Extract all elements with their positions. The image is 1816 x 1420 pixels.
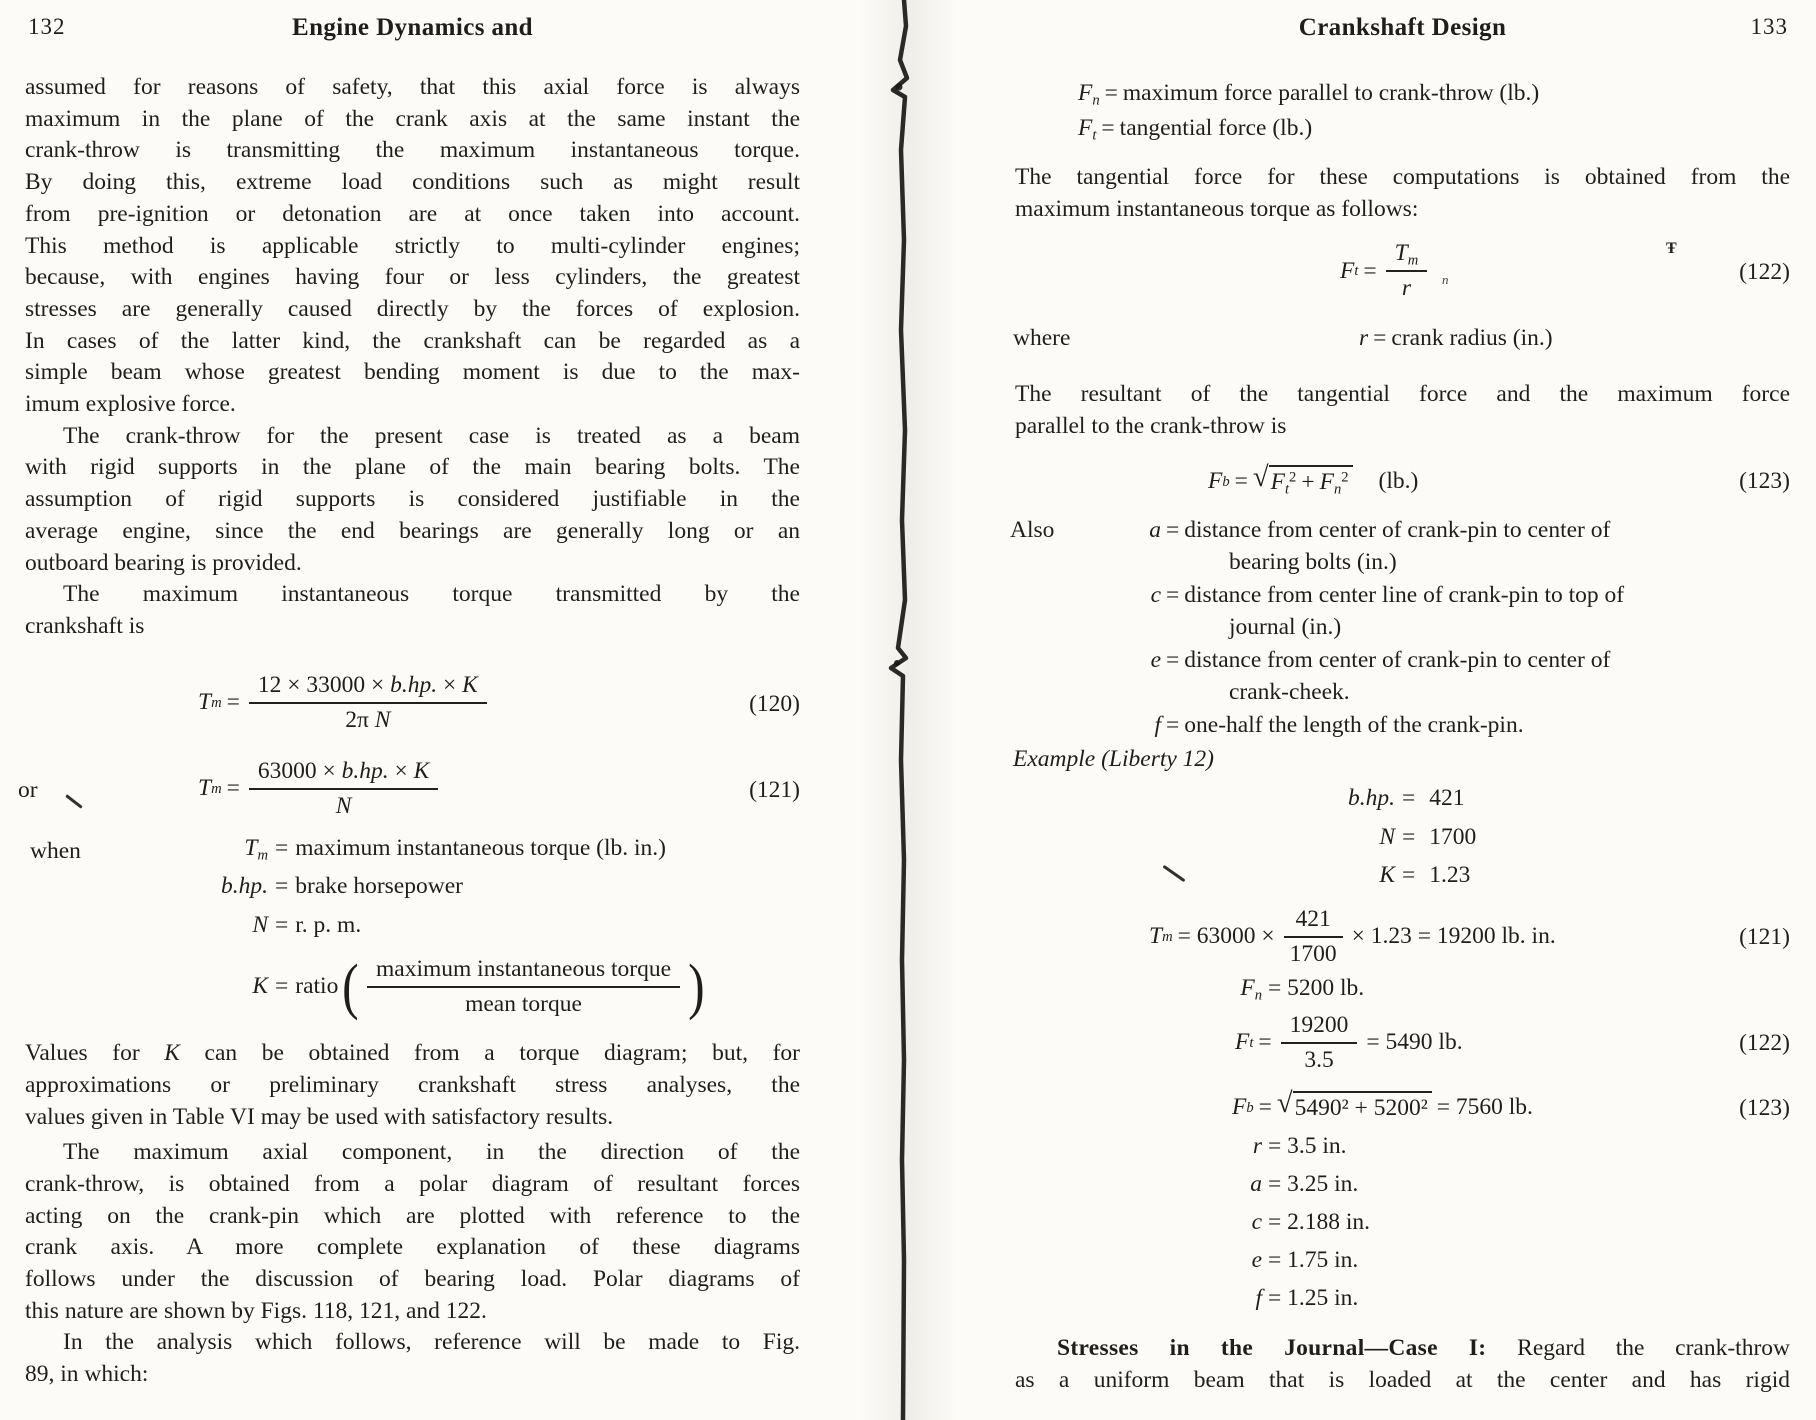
text-line: follows under the discussion of bearing load. Polar diagrams of <box>25 1266 800 1293</box>
text-line: The maximum axial component, in the direction of the <box>63 1139 800 1166</box>
definition-row: f = one-half the length of the crank-pin. <box>1154 711 1524 738</box>
text-line: simple beam whose greatest bending moment is due to the max- <box>25 359 800 386</box>
paragraph <box>1015 162 1790 225</box>
value-row: a = 3.25 in. <box>1250 1170 1359 1197</box>
equals-sign: = <box>1166 646 1180 673</box>
definition-row: b.hp. = brake horsepower <box>25 871 800 910</box>
equation-number: (121) <box>749 776 800 803</box>
equals-sign: = <box>1402 785 1416 812</box>
text-line: The resultant of the tangential force and the maximum force <box>1015 381 1790 408</box>
paragraph <box>25 421 800 580</box>
definition-row: $T_m$ = maximum instantaneous torque (lb. in.) <box>244 834 666 864</box>
var: K <box>164 1040 180 1067</box>
text-line: as a uniform beam that is loaded at the center and has rigid <box>1015 1366 1790 1393</box>
text-line: crank axis. A more complete explanation of these diagrams <box>25 1234 800 1261</box>
example-equation-121: T m = 63000 × $\frac{421}{1700}$ × 1.23 = 19200 lb. in. (121) <box>1015 903 1790 973</box>
section-heading: Stresses in the Journal—Case I: <box>1057 1334 1487 1361</box>
definition-continuation: crank-cheek. <box>1229 679 1350 706</box>
definition-row: c = distance from center line of crank-pin to top of <box>1150 581 1625 608</box>
equation-123: F b = √ $F_t^2 + F_n^2$ (lb.) (123) <box>1208 460 1790 498</box>
definition-row-k: K = ratio ( $\frac{\text{maximum instantaneous torque}}{\text{mean torque}}$ ) <box>252 953 705 1022</box>
equation-number: (121) <box>1739 923 1790 950</box>
equals-sign: = <box>275 911 289 938</box>
where-row: where r = crank radius (in.) <box>1015 323 1790 355</box>
equals-sign: = <box>1258 1028 1272 1055</box>
radical-sign: √ <box>1252 460 1269 493</box>
value-row: e = 1.75 in. <box>1251 1246 1359 1273</box>
definition-text: maximum instantaneous torque (lb. in.) <box>295 834 666 861</box>
text-line: maximum in the plane of the crank axis at the same instant the <box>25 105 800 132</box>
page-number: 132 <box>28 14 66 39</box>
equation-121: or T m = $\frac{63000 \times b.hp. \times K}{N}$ (121) <box>25 755 800 827</box>
text-line: Values for K can be obtained from a torque diagram; but, for <box>25 1040 800 1067</box>
equals-sign: = <box>1166 516 1180 543</box>
text-line: This method is applicable strictly to multi-cylinder engines; <box>25 232 800 259</box>
text-line: In cases of the latter kind, the crankshaft can be regarded as a <box>25 327 800 354</box>
text-line: stresses are generally caused directly by the forces of explosion. <box>25 295 800 322</box>
text-line: from pre-ignition or detonation are at once taken into account. <box>25 200 800 227</box>
definition-continuation: bearing bolts (in.) <box>1229 549 1397 576</box>
definition-text: tangential force (lb.) <box>1119 115 1313 141</box>
definition-text: crank radius (in.) <box>1391 325 1553 352</box>
radical-sign: √ <box>1276 1086 1293 1119</box>
equals-sign: = <box>1234 467 1248 494</box>
text-line: assumed for reasons of safety, that this axial force is always <box>25 74 800 100</box>
when-label: when <box>30 837 81 864</box>
paragraph <box>25 1137 800 1327</box>
equals-sign: = <box>1166 581 1180 608</box>
text-column-left <box>18 0 800 1391</box>
page-number: 133 <box>1750 14 1788 39</box>
paragraph <box>25 1070 800 1133</box>
equation-number: (122) <box>1739 1029 1790 1056</box>
text-line: approximations or preliminary crankshaft stress analyses, the <box>25 1071 800 1098</box>
definitions-block <box>25 833 800 1025</box>
text-line: because, with engines having four or less cylinders, the greatest <box>25 264 800 291</box>
definition-row: $F_n$ = maximum force parallel to crank-throw (lb.) <box>1078 80 1540 109</box>
radical: √ 5490² + 5200² <box>1277 1091 1432 1125</box>
text-line: The tangential force for these computations is obtained from the <box>1015 164 1790 190</box>
definition-text: r. p. m. <box>295 911 362 938</box>
result-values <box>1015 1131 1790 1321</box>
equation-120: T m = $\frac{12 \times 33000 \times b.hp. \times K}{\text{2π N}}$ (120) <box>25 669 800 741</box>
equation-122: F t = $\frac{T_m}{r}$ (122) <box>1015 237 1790 309</box>
text-line: crankshaft is <box>25 612 145 639</box>
equals-sign: = <box>275 973 289 1000</box>
text-line: maximum instantaneous torque as follows: <box>1015 195 1419 222</box>
text-line: imum explosive force. <box>25 391 236 418</box>
definition-text: maximum force parallel to crank-throw (lb.) <box>1122 80 1540 106</box>
example-heading: Example (Liberty 12) <box>1013 746 1215 773</box>
also-label: Also <box>1010 516 1055 543</box>
text-line: with rigid supports in the plane of the main bearing bolts. The <box>25 454 800 481</box>
definition-row: a = distance from center of crank-pin to center of <box>1149 516 1611 543</box>
value-row: K = 1.23 <box>1015 860 1790 899</box>
equals-sign: = <box>1373 325 1387 352</box>
text-line: crank-throw, is obtained from a polar diagram of resultant forces <box>25 1170 800 1197</box>
fraction: $\frac{T_m}{r}$ <box>1386 237 1428 305</box>
text-line: acting on the crank-pin which are plotted with reference to the <box>25 1202 800 1229</box>
equals-sign: = <box>1101 115 1115 141</box>
example-values <box>1015 783 1790 899</box>
or-label: or <box>18 776 38 803</box>
where-label: where <box>1013 325 1071 352</box>
unit-label: (lb.) <box>1378 467 1419 494</box>
definition-row: e = distance from center of crank-pin to center of <box>1150 646 1611 673</box>
text-column-right <box>1010 0 1790 1396</box>
equation-number: (120) <box>749 690 800 717</box>
equals-sign: = <box>1166 711 1180 738</box>
equation-number: (123) <box>1739 467 1790 494</box>
paragraph <box>25 579 800 642</box>
text-line: The crank-throw for the present case is treated as a beam <box>63 422 800 449</box>
paragraph <box>1015 1333 1790 1396</box>
running-title: Engine Dynamics and <box>292 14 533 41</box>
text-line: The maximum instantaneous torque transmitted by the <box>63 581 800 608</box>
also-definitions <box>1010 515 1790 743</box>
value-row: f = 1.25 in. <box>1255 1284 1359 1311</box>
fraction: $\frac{\text{maximum instantaneous torque}}{\text{mean torque}}$ <box>367 953 680 1021</box>
paragraph <box>25 1327 800 1390</box>
example-equation-122: F t = $\frac{19200}{3.5}$ = 5490 lb. (122) <box>1015 1009 1790 1079</box>
value-row: N = 1700 <box>1015 822 1790 861</box>
definition-continuation: journal (in.) <box>1229 614 1342 641</box>
example-equation-123: F b = √ 5490² + 5200² = 7560 lb. (123) <box>1015 1091 1790 1127</box>
text-line: In the analysis which follows, reference will be made to Fig. <box>63 1329 800 1356</box>
equals-sign: = <box>275 873 289 900</box>
text-line: this nature are shown by Figs. 118, 121, and 122. <box>25 1297 487 1324</box>
paragraph <box>25 72 800 421</box>
radical: √ $F_t^2 + F_n^2$ <box>1253 465 1353 499</box>
value-row: $F_n$ = 5200 lb. <box>1240 974 1365 1004</box>
text-line: assumption of rigid supports is considered justifiable in the <box>25 486 800 513</box>
text-line: average engine, since the end bearings are generally long or an <box>25 517 800 544</box>
var: T <box>198 688 212 715</box>
definitions-block <box>1015 78 1790 148</box>
text-line: Stresses in the Journal—Case I: Regard the crank-throw <box>1057 1334 1790 1361</box>
fraction: $\frac{12 \times 33000 \times b.hp. \times K}{\text{2π N}}$ <box>249 669 487 737</box>
equals-sign: = <box>1402 823 1416 850</box>
equation-number: (123) <box>1739 1094 1790 1121</box>
ink-mark: Ŧ <box>1666 240 1677 257</box>
value-row: r = 3.5 in. <box>1252 1132 1347 1159</box>
value-row: c = 2.188 in. <box>1251 1208 1371 1235</box>
text-line: 89, in which: <box>25 1361 149 1388</box>
paragraph <box>25 1038 800 1070</box>
definition-row: $F_t$ = tangential force (lb.) <box>1078 115 1313 144</box>
equals-sign: = <box>226 688 240 715</box>
stray-subscript-mark: n <box>1442 272 1449 287</box>
page-133 <box>908 0 1816 1420</box>
equals-sign: = <box>1402 862 1416 889</box>
definition-text: brake horsepower <box>295 873 463 900</box>
equals-sign: = <box>1104 80 1118 106</box>
text-line: parallel to the crank-throw is <box>1015 413 1287 440</box>
fraction: $\frac{19200}{3.5}$ <box>1281 1009 1358 1077</box>
paragraph <box>1015 379 1790 442</box>
running-title: Crankshaft Design <box>1298 14 1507 41</box>
text-line: crank-throw is transmitting the maximum instantaneous torque. <box>25 137 800 164</box>
text-line: outboard bearing is provided. <box>25 549 302 576</box>
equation-number: (122) <box>1739 259 1790 286</box>
equals-sign: = <box>226 774 240 801</box>
fraction: $\frac{63000 \times b.hp. \times K}{N}$ <box>249 755 438 823</box>
text-line: values given in Table VI may be used with satisfactory results. <box>25 1103 614 1130</box>
definition-row: N = r. p. m. <box>25 910 800 949</box>
equals-sign: = <box>1363 257 1377 284</box>
value-row: b.hp. = 421 <box>1015 783 1790 822</box>
ratio-label: ratio <box>295 973 339 1000</box>
text-line: By doing this, extreme load conditions such as might result <box>25 169 800 196</box>
equals-sign: = <box>275 834 289 861</box>
fraction: $\frac{421}{1700}$ <box>1284 903 1343 971</box>
